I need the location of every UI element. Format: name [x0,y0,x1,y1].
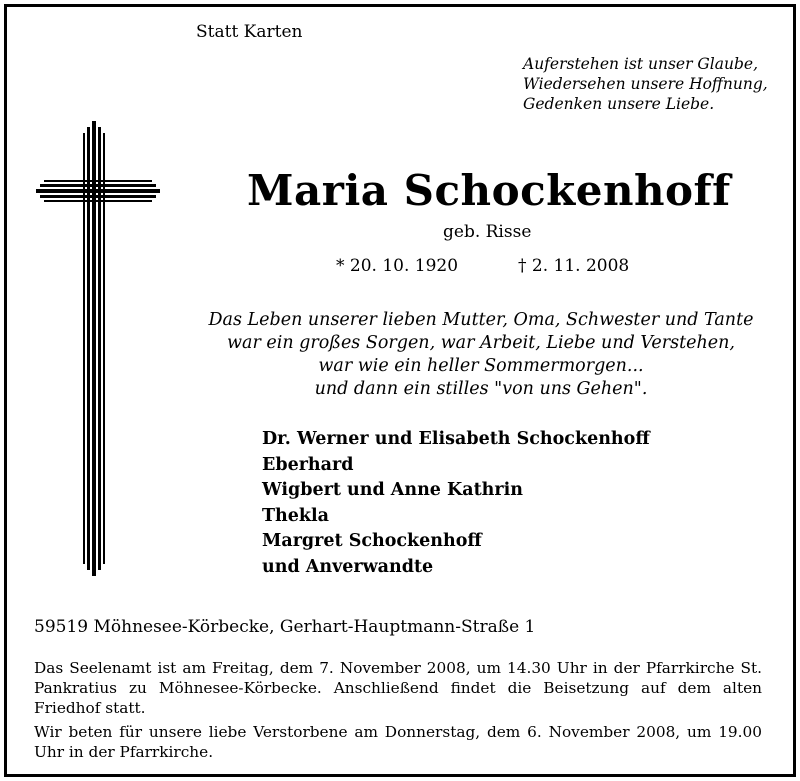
poem-line: war ein großes Sorgen, war Arbeit, Liebe und Verstehen, [227,333,735,353]
poem-line: Das Leben unserer lieben Mutter, Oma, Schwester und Tante [208,310,754,330]
mourner: Eberhard [262,454,354,475]
death-date: † 2. 11. 2008 [518,256,630,276]
mourner: Margret Schockenhoff [262,531,482,551]
mourner: und Anverwandte [262,556,434,577]
family-address: 59519 Möhnesee-Körbecke, Gerhart-Hauptmann-Straße 1 [34,617,536,637]
header-note: Statt Karten [196,22,303,42]
motto-line: Auferstehen ist unser Glaube, [523,55,758,73]
deceased-name-text: Maria Schockenhoff [247,166,731,215]
motto-line: Wiedersehen unsere Hoffnung, [523,75,768,93]
funeral-service-text: Das Seelenamt ist am Freitag, dem 7. November 2008, um 14.30 Uhr in der Pfarrkirche St. Pankratius zu Möhnesee-Körbecke. Anschließend findet die Beisetzung auf dem alten Friedhof statt. [34,659,762,717]
memorial-poem [0,309,800,401]
motto-line: Gedenken unsere Liebe. [523,95,715,113]
motto [523,54,768,114]
mourner: Dr. Werner und Elisabeth Schockenhoff [262,429,650,449]
birth-date: * 20. 10. 1920 [336,256,459,276]
birth-name: geb. Risse [443,222,532,242]
mourner: Wigbert und Anne Kathrin [262,480,523,500]
mourners-list [262,427,650,580]
prayer-service-text: Wir beten für unsere liebe Verstorbene am Donnerstag, dem 6. November 2008, um 19.00 Uhr in der Pfarrkirche. [34,723,762,761]
poem-line: war wie ein heller Sommermorgen... [318,356,644,376]
mourner: Thekla [262,505,329,526]
poem-line: und dann ein stilles "von uns Gehen". [314,379,648,399]
